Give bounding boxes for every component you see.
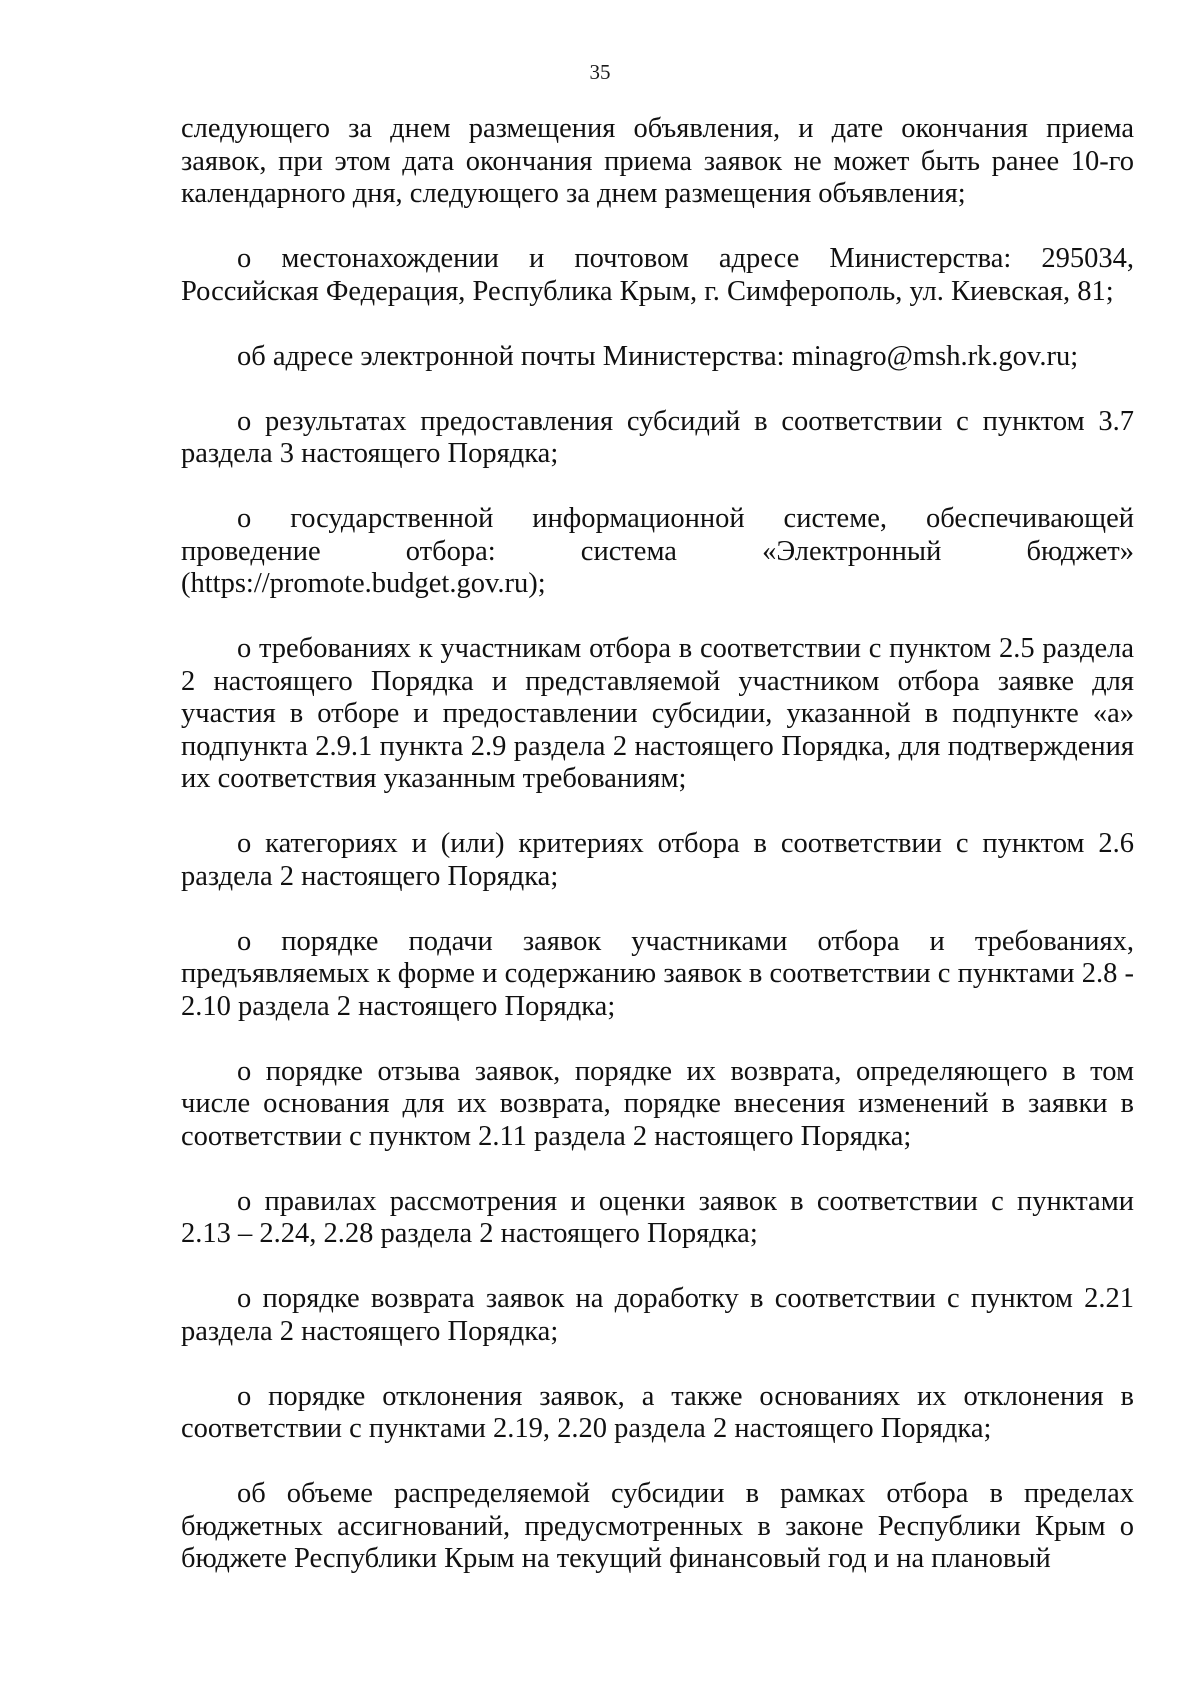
paragraph-application-withdrawal: о порядке отзыва заявок, порядке их возврата, определяющего в том числе основания для их возврата, порядке внесения изменений в заявки в соответствии с пунктом 2.11 раздела 2 настоящего Порядка; [181,1055,1134,1152]
paragraph-rejection-grounds: о порядке отклонения заявок, а также основаниях их отклонения в соответствии с пунктами 2.19, 2.20 раздела 2 настоящего Порядка; [181,1380,1134,1444]
paragraph-ministry-email: об адресе электронной почты Министерства: minagro@msh.rk.gov.ru; [237,340,1079,372]
paragraph-return-for-revision: о порядке возврата заявок на доработку в соответствии с пунктом 2.21 раздела 2 настоящего Порядка; [181,1283,1134,1347]
paragraph-subsidy-results: о результатах предоставления субсидий в соответствии с пунктом 3.7 раздела 3 настоящего Порядка; [181,405,1134,469]
paragraph-subsidy-volume: об объеме распределяемой субсидии в рамках отбора в пределах бюджетных ассигнований, предусмотренных в законе Республики Крым о бюджете Республики Крым на текущий финансовый год и на плановый [181,1478,1134,1574]
paragraph-information-system: о государственной информационной системе, обеспечивающей проведение отбора: система «Электронный бюджет» (https://promote.budget.gov.ru); [181,503,1134,599]
page-number: 35 [589,60,611,84]
paragraph-announcement-dates: следующего за днем размещения объявления, и дате окончания приема заявок, при этом дата окончания приема заявок не может быть ранее 10-го календарного дня, следующего за днем размещения объявления; [181,113,1134,209]
paragraph-review-rules: о правилах рассмотрения и оценки заявок в соответствии с пунктами 2.13 – 2.24, 2.28 раздела 2 настоящего Порядка; [181,1185,1134,1249]
document-body [181,113,1134,1608]
paragraph-ministry-address: о местонахождении и почтовом адресе Министерства: 295034, Российская Федерация, Республика Крым, г. Симферополь, ул. Киевская, 81; [181,243,1134,307]
paragraph-participant-requirements: о требованиях к участникам отбора в соответствии с пунктом 2.5 раздела 2 настоящего Порядка и представляемой участником отбора заявке для участия в отборе и предоставлении субсидии, указанной в подпункте «а» подпункта 2.9.1 пункта 2.9 раздела 2 настоящего Порядка, для подтверждения их соответствия указанным требованиям; [181,633,1134,794]
paragraph-application-submission: о порядке подачи заявок участниками отбора и требованиях, предъявляемых к форме и содержанию заявок в соответствии с пунктами 2.8 - 2.10 раздела 2 настоящего Порядка; [181,925,1134,1022]
paragraph-selection-criteria: о категориях и (или) критериях отбора в соответствии с пунктом 2.6 раздела 2 настоящего Порядка; [181,828,1134,892]
